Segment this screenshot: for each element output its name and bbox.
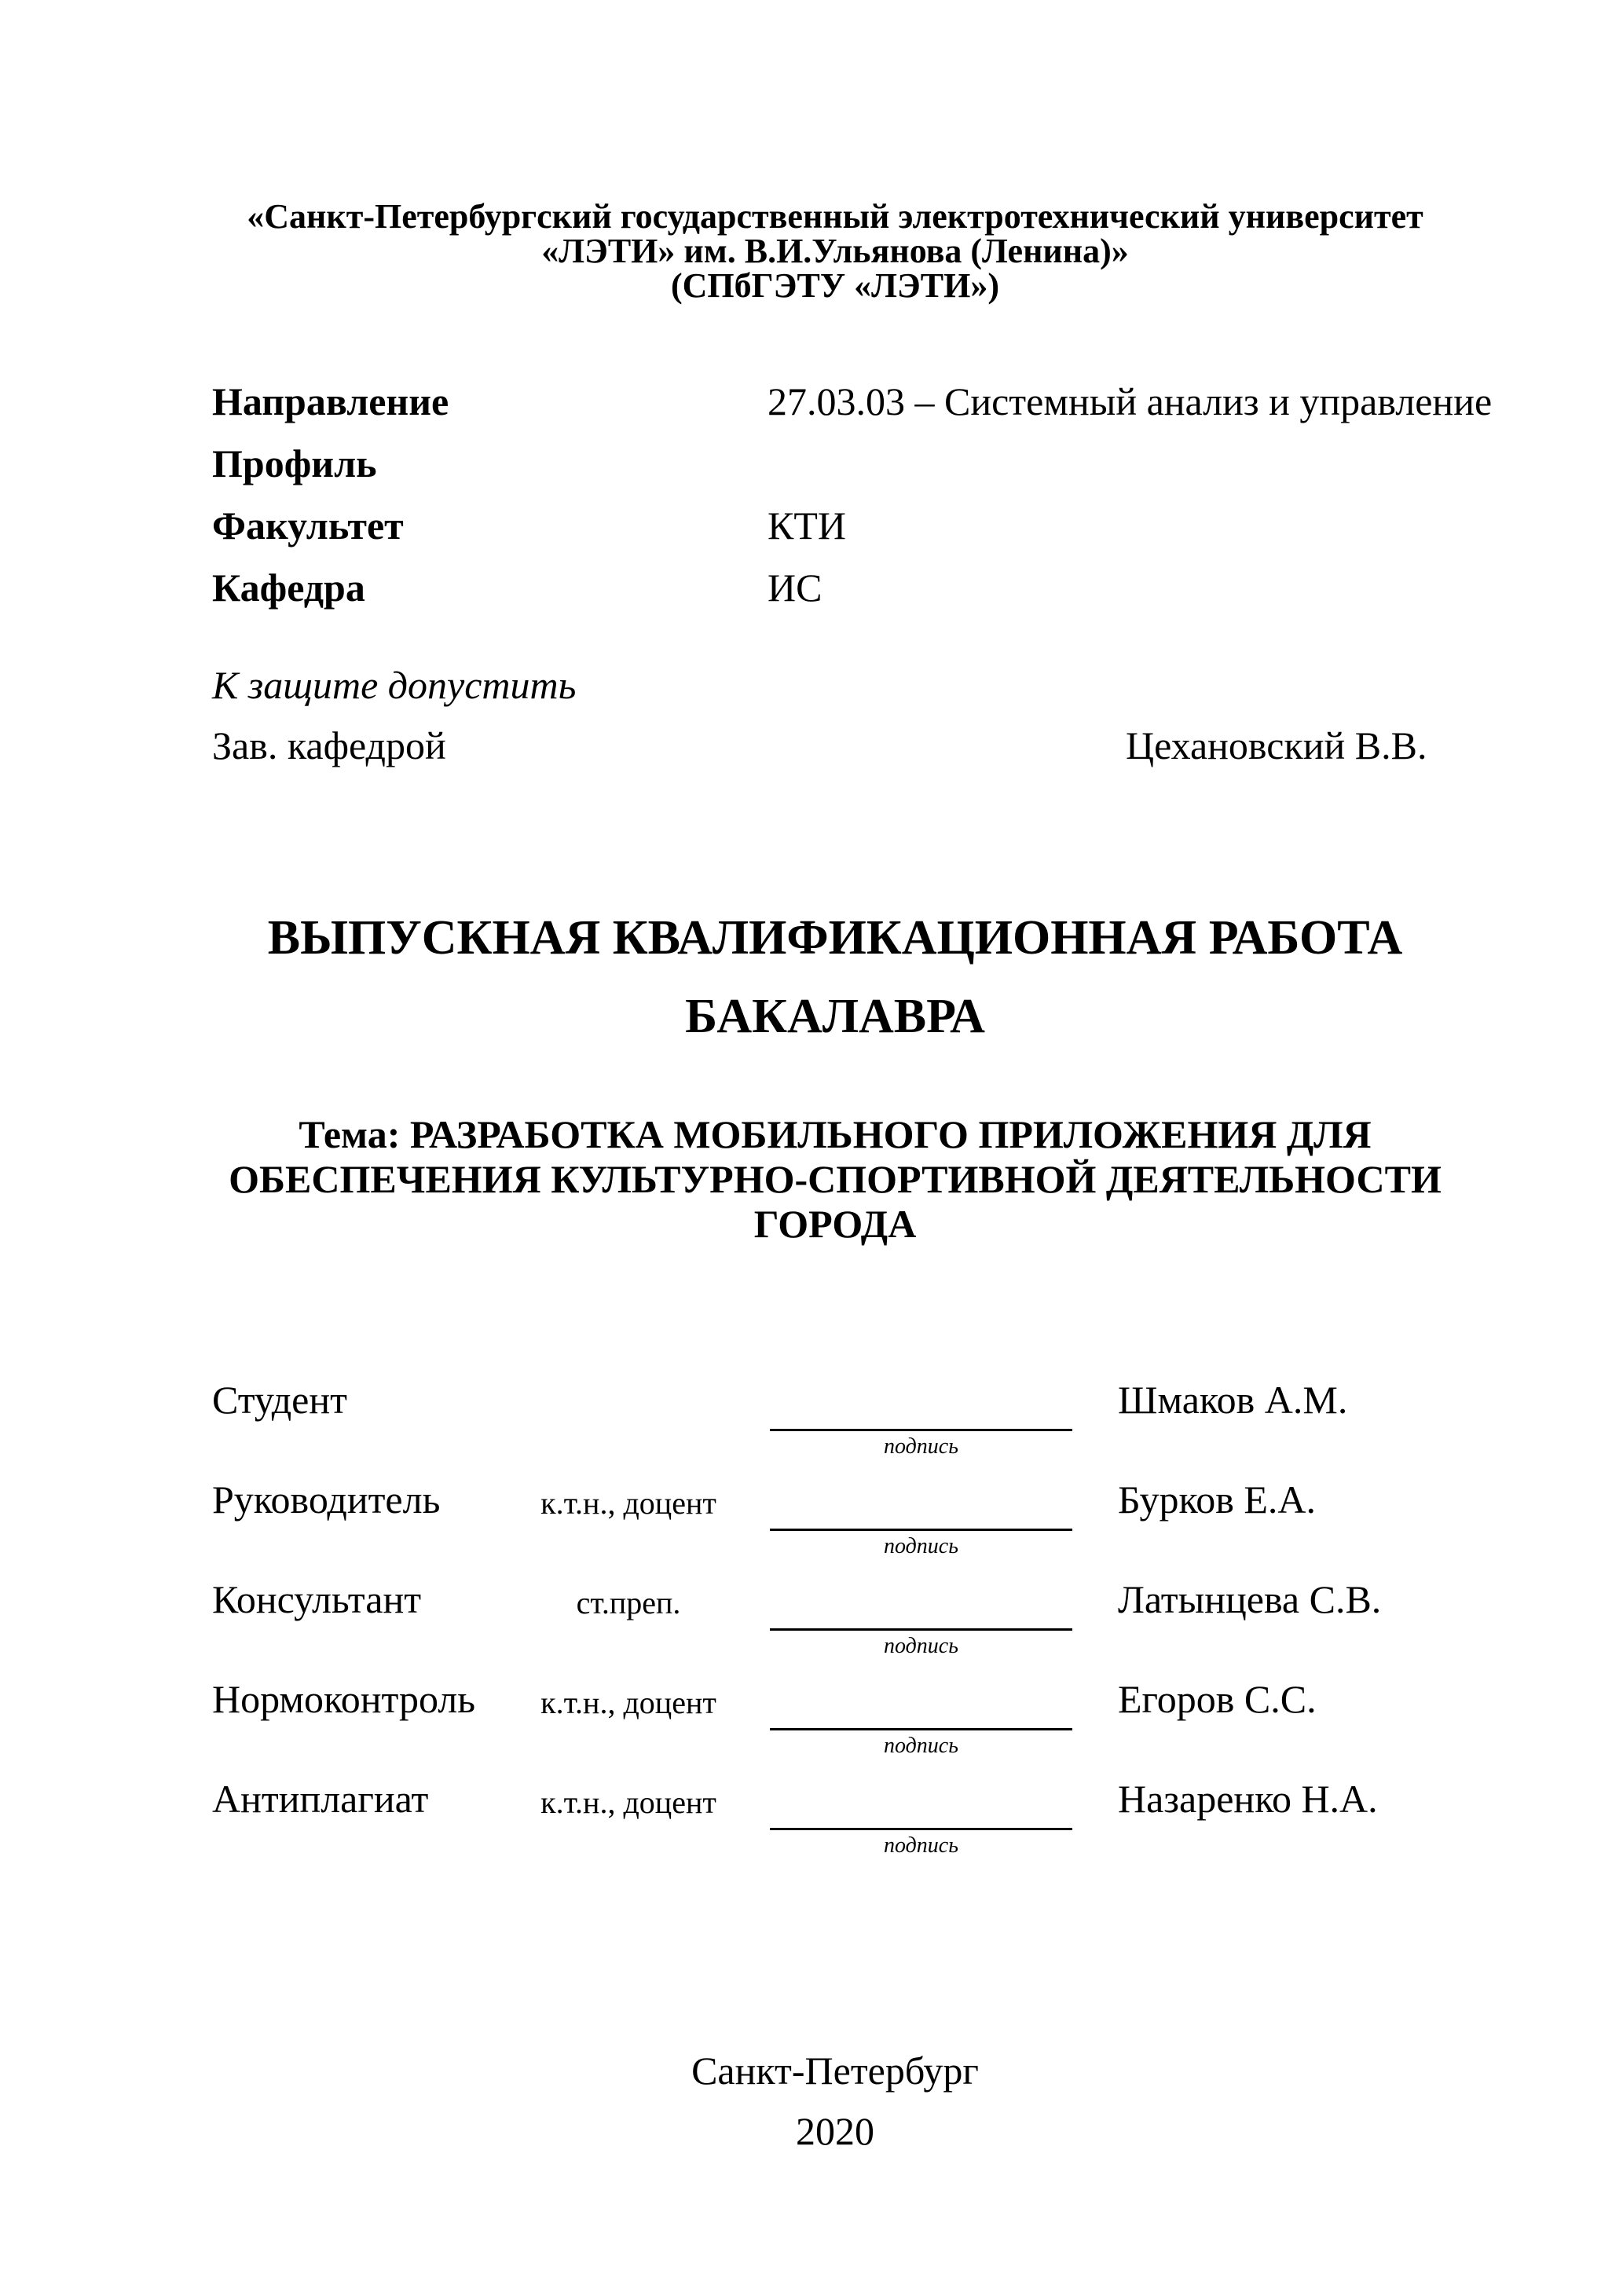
name-consultant: Латынцева С.В. (1118, 1577, 1382, 1621)
signature-line-supervisor (770, 1529, 1072, 1531)
signature-caption: подпись (884, 1833, 958, 1858)
theme-line3: ГОРОДА (753, 1202, 917, 1246)
document-title-line1: ВЫПУСКНАЯ КВАЛИФИКАЦИОННАЯ РАБОТА (267, 911, 1403, 965)
role-antiplagiarism: Антиплагиат (212, 1777, 429, 1821)
signature-line-norm-control (770, 1728, 1072, 1730)
university-name-line1: «Санкт-Петербургский государственный электротехнический университет (247, 197, 1423, 236)
name-norm-control: Егоров С.С. (1118, 1677, 1317, 1721)
faculty-value: КТИ (768, 504, 846, 547)
degree-antiplagiarism: к.т.н., доцент (540, 1785, 716, 1820)
signature-line-student (770, 1429, 1072, 1431)
university-abbrev: (СПбГЭТУ «ЛЭТИ») (671, 266, 999, 305)
signature-line-antiplagiarism (770, 1828, 1072, 1830)
document-title-line2: БАКАЛАВРА (685, 990, 985, 1043)
degree-supervisor: к.т.н., доцент (540, 1485, 716, 1521)
signature-caption: подпись (884, 1734, 958, 1758)
signature-caption: подпись (884, 1434, 958, 1459)
faculty-label: Факультет (212, 504, 404, 547)
name-student: Шмаков А.М. (1118, 1378, 1348, 1422)
university-name-line2: «ЛЭТИ» им. В.И.Ульянова (Ленина)» (541, 232, 1129, 270)
role-student: Студент (212, 1378, 347, 1422)
signature-caption: подпись (884, 1634, 958, 1658)
approval-position: Зав. кафедрой (212, 723, 446, 767)
signature-caption: подпись (884, 1534, 958, 1558)
approval-note: К защите допустить (212, 663, 577, 707)
degree-consultant: ст.преп. (576, 1585, 681, 1620)
role-supervisor: Руководитель (212, 1478, 441, 1522)
name-supervisor: Бурков Е.А. (1118, 1478, 1316, 1522)
role-norm-control: Нормоконтроль (212, 1677, 476, 1721)
footer-year: 2020 (796, 2109, 874, 2153)
signature-line-consultant (770, 1628, 1072, 1631)
name-antiplagiarism: Назаренко Н.А. (1118, 1777, 1378, 1821)
degree-norm-control: к.т.н., доцент (540, 1685, 716, 1720)
department-value: ИС (768, 566, 822, 610)
direction-label: Направление (212, 379, 449, 423)
department-label: Кафедра (212, 566, 365, 610)
theme-line2: ОБЕСПЕЧЕНИЯ КУЛЬТУРНО-СПОРТИВНОЙ ДЕЯТЕЛЬНОСТИ (229, 1157, 1442, 1201)
approval-name: Цехановский В.В. (1126, 723, 1427, 767)
role-consultant: Консультант (212, 1577, 422, 1621)
footer-city: Санкт-Петербург (691, 2049, 979, 2093)
profile-label: Профиль (212, 441, 377, 485)
theme-line1: Тема: РАЗРАБОТКА МОБИЛЬНОГО ПРИЛОЖЕНИЯ ДЛЯ (299, 1112, 1372, 1156)
direction-value: 27.03.03 – Системный анализ и управление (768, 379, 1493, 423)
